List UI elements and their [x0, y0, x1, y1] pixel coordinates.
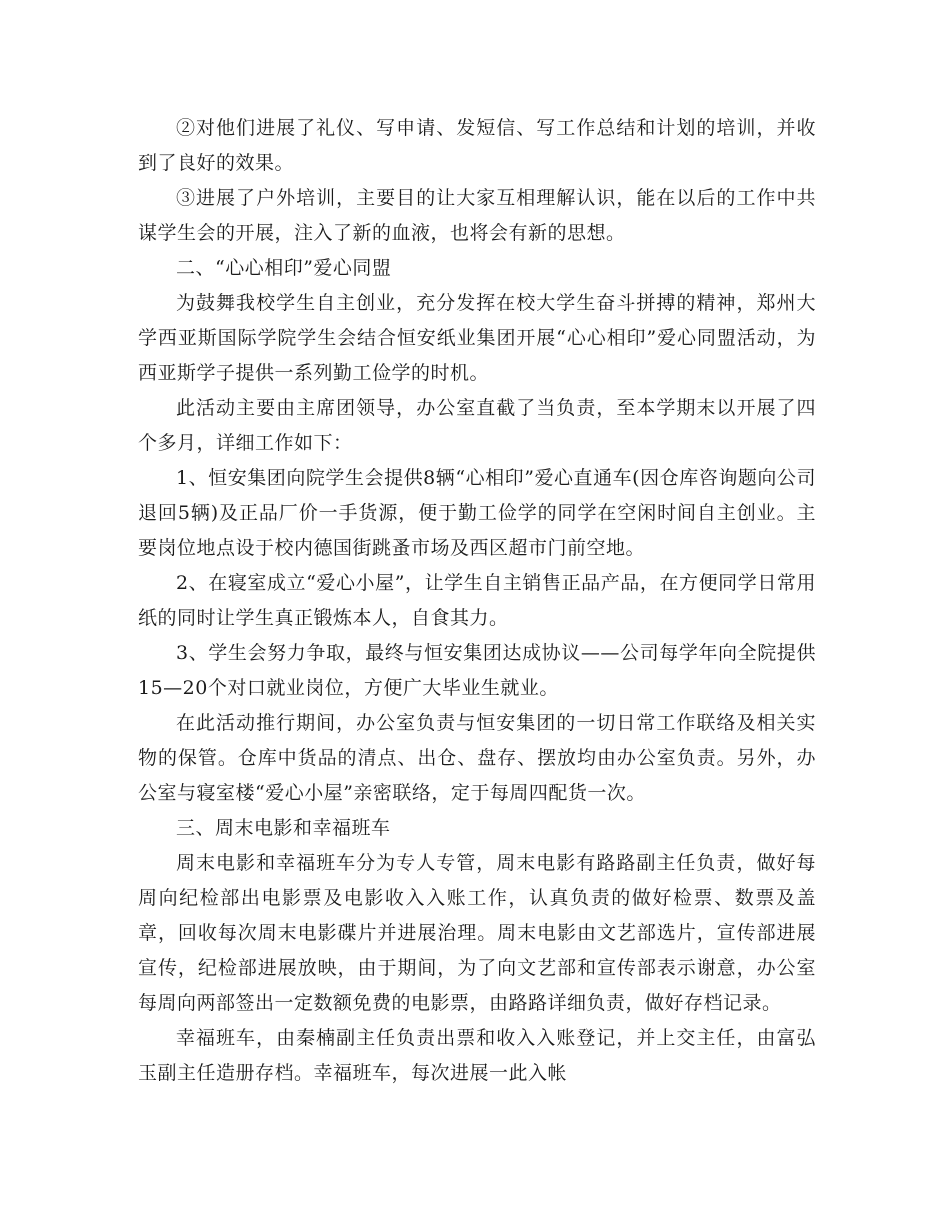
section-heading-2: 二、“心心相印”爱心同盟 — [176, 257, 392, 279]
paragraph-alliance-leadership: 此活动主要由主席团领导，办公室直截了当负责，至本学期末以开展了四个多月，详细工作如下： — [138, 397, 816, 454]
paragraph-happy-bus: 幸福班车，由秦楠副主任负责出票和收入入账登记，并上交主任，由富弘玉副主任造册存档。幸福班车，每次进展一此入帐 — [138, 1027, 816, 1084]
paragraph-alliance-intro: 为鼓舞我校学生自主创业，充分发挥在校大学生奋斗拼搏的精神，郑州大学西亚斯国际学院学生会结合恒安纸业集团开展“心心相印”爱心同盟活动，为西亚斯学子提供一系列勤工俭学的时机。 — [138, 292, 816, 384]
paragraph-outdoor-training: ③进展了户外培训，主要目的让大家互相理解认识，能在以后的工作中共谋学生会的开展，注入了新的血液，也将会有新的思想。 — [138, 187, 816, 244]
paragraph-training-etiquette: ②对他们进展了礼仪、写申请、发短信、写工作总结和计划的培训，并收到了良好的效果。 — [138, 117, 816, 174]
document-body — [138, 111, 816, 1091]
paragraph-office-duties: 在此活动推行期间，办公室负责与恒安集团的一切日常工作联络及相关实物的保管。仓库中货品的清点、出仓、盘存、摆放均由办公室负责。另外，办公室与寝室楼“爱心小屋”亲密联络，定于每周四配货一次。 — [138, 712, 816, 804]
paragraph-item-3: 3、学生会努力争取，最终与恒安集团达成协议——公司每学年向全院提供15—20个对口就业岗位，方便广大毕业生就业。 — [138, 642, 816, 699]
paragraph-weekend-movie: 周末电影和幸福班车分为专人专管，周末电影有路路副主任负责，做好每周向纪检部出电影票及电影收入入账工作，认真负责的做好检票、数票及盖章，回收每次周末电影碟片并进展治理。周末电影由文艺部选片，宣传部进展宣传，纪检部进展放映，由于期间，为了向文艺部和宣传部表示谢意，办公室每周向两部签出一定数额免费的电影票，由路路详细负责，做好存档记录。 — [138, 852, 816, 1014]
paragraph-item-2: 2、在寝室成立“爱心小屋”，让学生自主销售正品产品，在方便同学日常用纸的同时让学生真正锻炼本人，自食其力。 — [138, 572, 816, 629]
section-heading-3: 三、周末电影和幸福班车 — [176, 817, 391, 839]
paragraph-item-1: 1、恒安集团向院学生会提供8辆“心相印”爱心直通车(因仓库咨询题向公司退回5辆)及正品厂价一手货源，便于勤工俭学的同学在空闲时间自主创业。主要岗位地点设于校内德国街跳蚤市场及西区超市门前空地。 — [138, 467, 816, 559]
